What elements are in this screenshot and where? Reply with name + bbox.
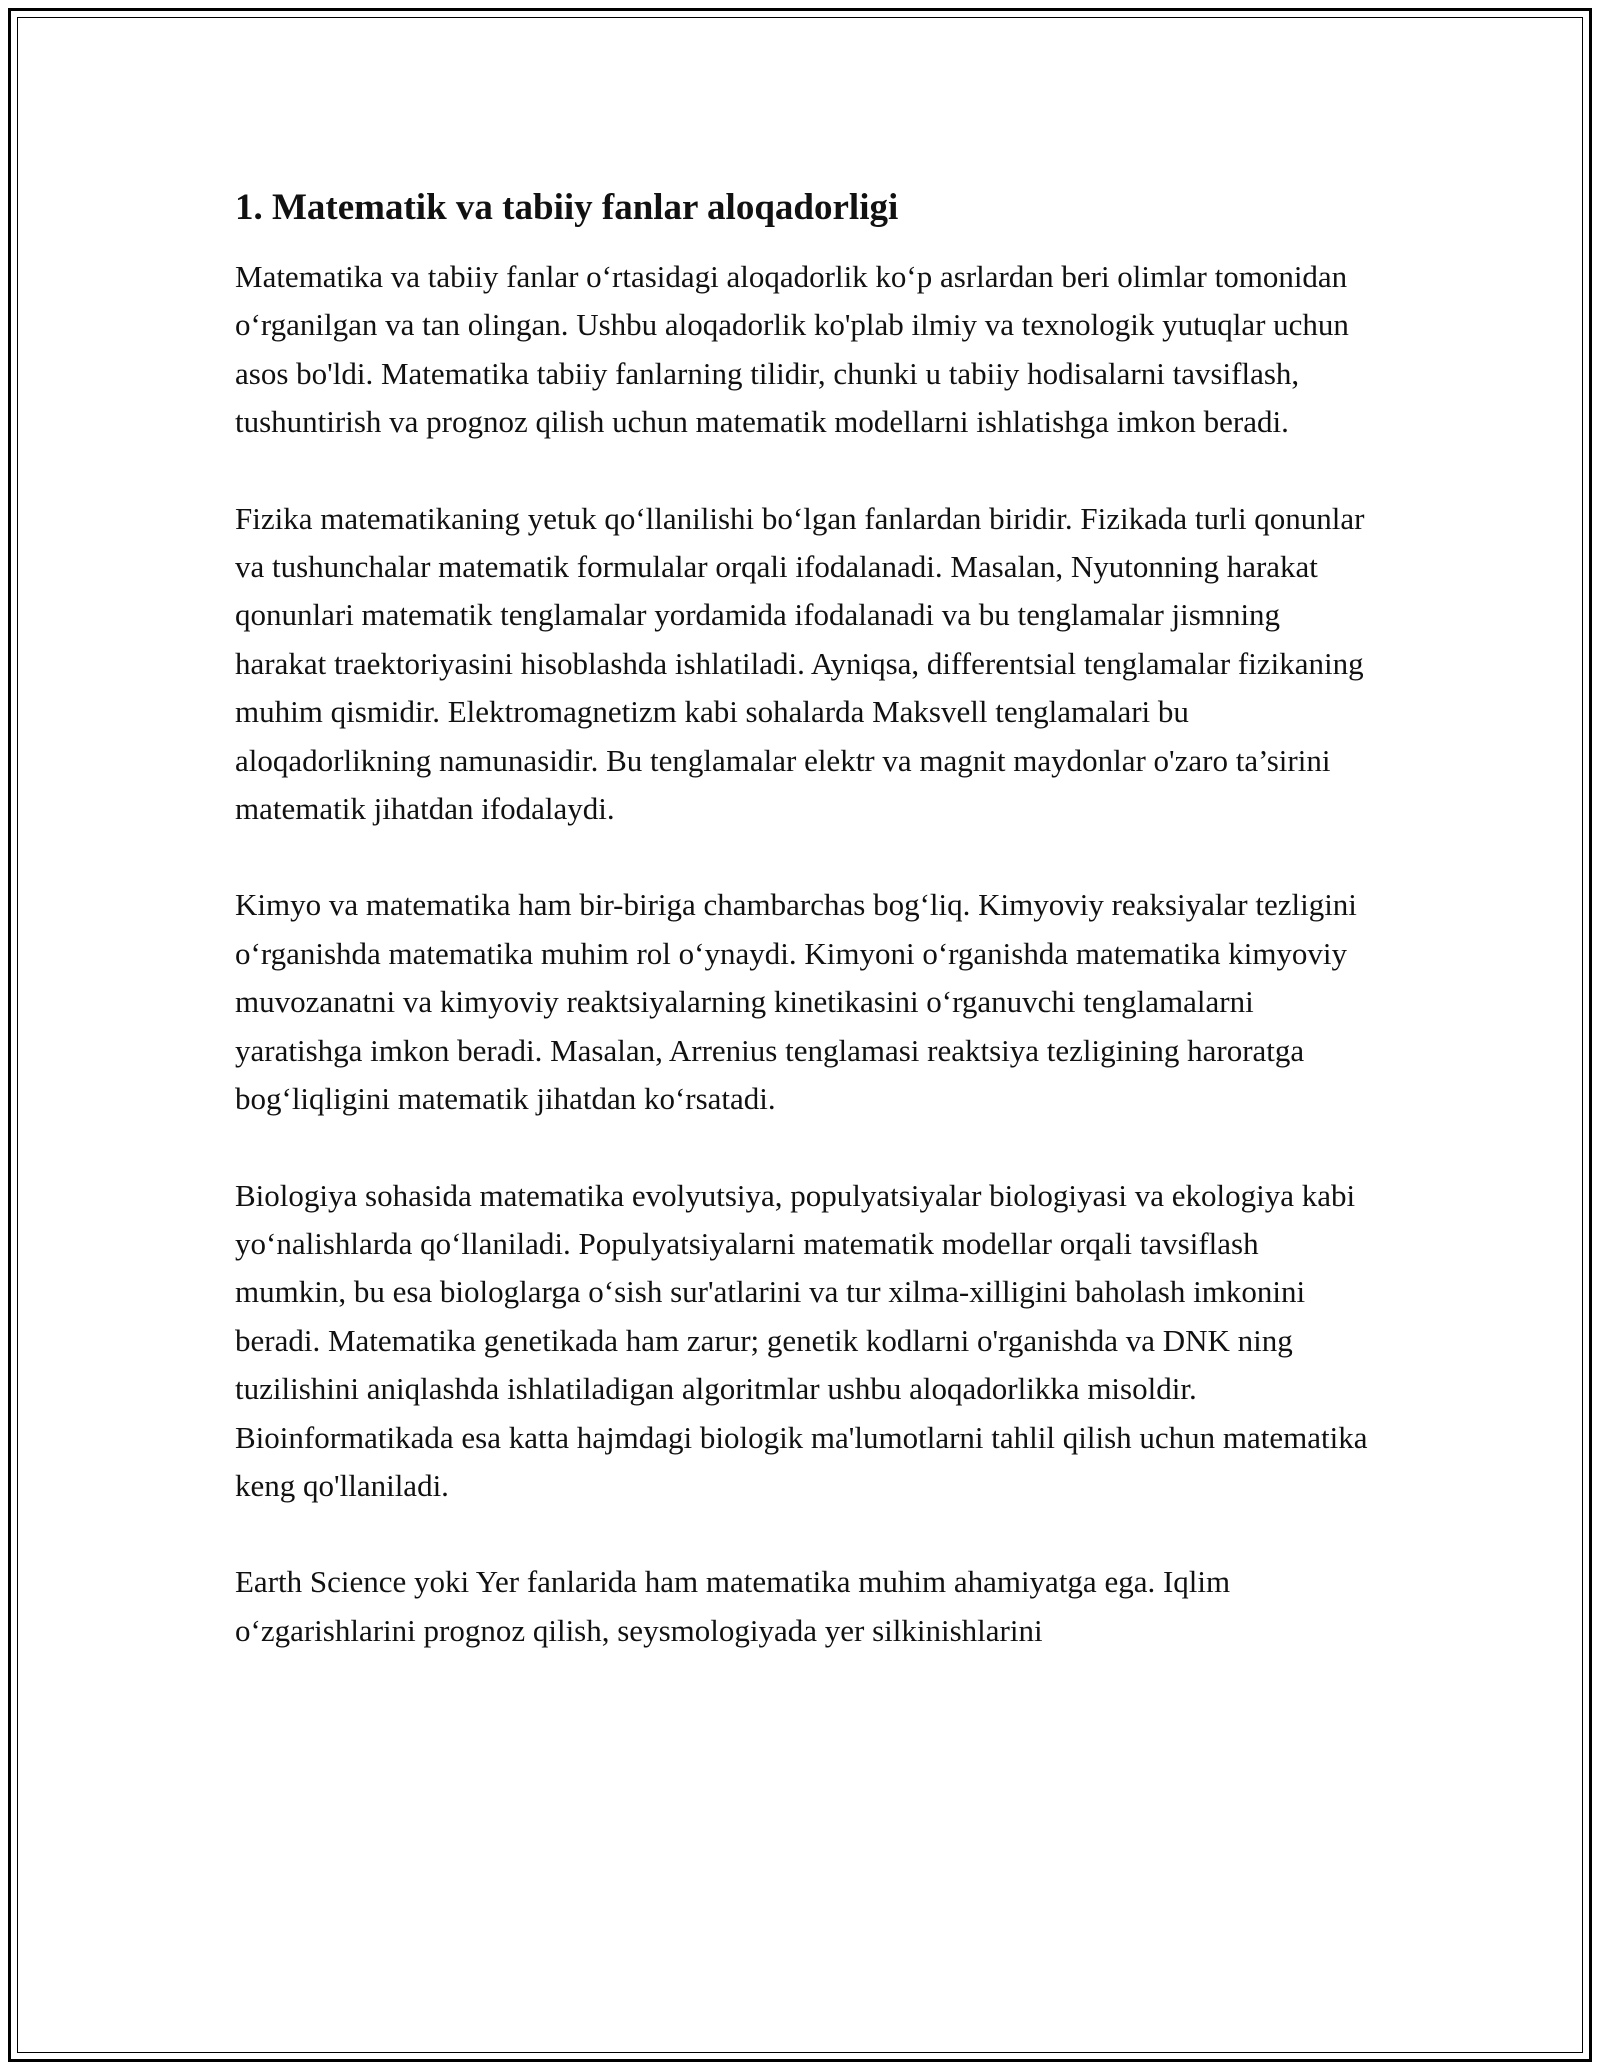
- document-body: [235, 185, 1370, 1703]
- paragraph-biology: Biologiya sohasida matematika evolyutsiya, populyatsiyalar biologiyasi va ekologiya kabi yo‘nalishlarda qo‘llaniladi. Populyatsiyalarni matematik modellar orqali tavsiflash mumkin, bu esa biologlarga o‘sish sur'atlarini va tur xilma-xilligini baholash imkonini beradi. Matematika genetikada ham zarur; genetik kodlarni o'rganishda va DNK ning tuzilishini aniqlashda ishlatiladigan algoritmlar ushbu aloqadorlikka misoldir. Bioinformatikada esa katta hajmdagi biologik ma'lumotlarni tahlil qilish uchun matematika keng qo'llaniladi.: [235, 1177, 1368, 1503]
- paragraph-earth-science: Earth Science yoki Yer fanlarida ham matematika muhim ahamiyatga ega. Iqlim o‘zgarishlarini prognoz qilish, seysmologiyada yer silkinishlarini: [235, 1564, 1231, 1648]
- paragraph-chemistry: Kimyo va matematika ham bir-biriga chambarchas bog‘liq. Kimyoviy reaksiyalar tezligini o‘rganishda matematika muhim rol o‘ynaydi. Kimyoni o‘rganishda matematika kimyoviy muvozanatni va kimyoviy reaktsiyalarning kinetikasini o‘rganuvchi tenglamalarni yaratishga imkon beradi. Masalan, Arrenius tenglamasi reaktsiya tezligining haroratga bog‘liqligini matematik jihatdan ko‘rsatadi.: [235, 887, 1357, 1117]
- paragraph-intro: Matematika va tabiiy fanlar o‘rtasidagi aloqadorlik ko‘p asrlardan beri olimlar tomonidan o‘rganilgan va tan olingan. Ushbu aloqadorlik ko'plab ilmiy va texnologik yutuqlar uchun asos bo'ldi. Matematika tabiiy fanlarning tilidir, chunki u tabiiy hodisalarni tavsiflash, tushuntirish va prognoz qilish uchun matematik modellarni ishlatishga imkon beradi.: [235, 259, 1349, 440]
- section-heading: 1. Matematik va tabiiy fanlar aloqadorligi: [235, 187, 899, 228]
- paragraph-physics: Fizika matematikaning yetuk qo‘llanilishi bo‘lgan fanlardan biridir. Fizikada turli qonunlar va tushunchalar matematik formulalar orqali ifodalanadi. Masalan, Nyutonning harakat qonunlari matematik tenglamalar yordamida ifodalanadi va bu tenglamalar jismning harakat traektoriyasini hisoblashda ishlatiladi. Ayniqsa, differentsial tenglamalar fizikaning muhim qismidir. Elektromagnetizm kabi sohalarda Maksvell tenglamalari bu aloqadorlikning namunasidir. Bu tenglamalar elektr va magnit maydonlar o'zaro ta’sirini matematik jihatdan ifodalaydi.: [235, 500, 1365, 827]
